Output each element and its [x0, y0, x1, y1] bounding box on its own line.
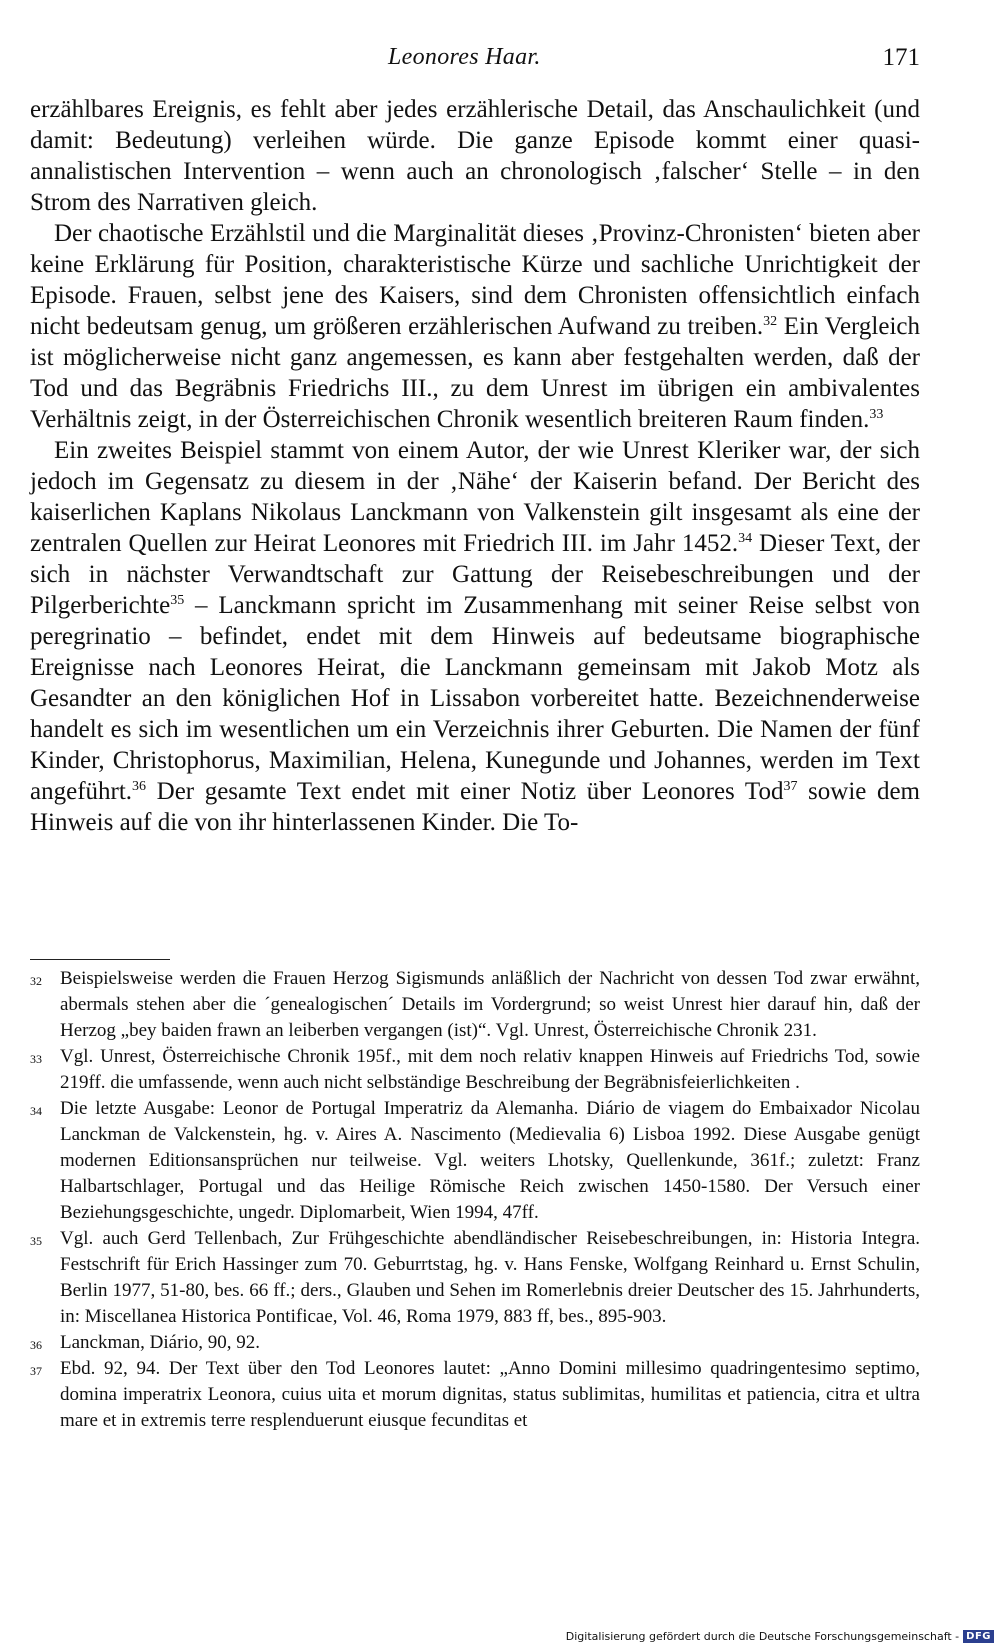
footnote-35	[30, 1226, 920, 1330]
footnote-37	[30, 1356, 920, 1434]
footnote-ref-32[interactable]: 32	[763, 314, 778, 329]
footnote-text: Vgl. auch Gerd Tellenbach, Zur Frühgeschichte abendländischer Reisebeschreibungen, in: Historia Integra. Festschrift für Erich Hassinger zum 70. Geburrtstag, hg. v. Hans Fenske, Wolfgang Reinhard u. Ernst Schulin, Berlin 1977, 51-80, bes. 66 ff.; ders., Glauben und Sehen im Romerlebnis dreier Deutscher des 15. Jahrhunderts, in: Miscellanea Historica Pontificae, Vol. 46, Roma 1979, 883 ff, bes., 895-903.	[60, 1228, 920, 1327]
footnote-ref-33[interactable]: 33	[869, 407, 884, 422]
footnote-32	[30, 966, 920, 1044]
footnote-36	[30, 1330, 920, 1356]
paragraph-1: erzählbares Ereignis, es fehlt aber jedes erzählerische Detail, das Anschaulichkeit (und damit: Bedeutung) verleihen würde. Die ganze Episode kommt einer quasi-annalistischen Intervention – wenn auch an chronologisch ‚falscher‘ Stelle – in den Strom des Narrativen gleich.	[30, 96, 920, 216]
footnote-text: Beispielsweise werden die Frauen Herzog Sigismunds anläßlich der Nachricht von dessen Tod zwar erwähnt, abermals stehen aber die ´genealogischen´ Details im Vordergrund; so weist Unrest hier darauf hin, daß der Herzog „bey baiden frawn an leiberben vergangen (ist)“. Vgl. Unrest, Österreichische Chronik 231.	[60, 968, 920, 1041]
footnote-33	[30, 1044, 920, 1096]
footnote-text: Vgl. Unrest, Österreichische Chronik 195f., mit dem noch relativ knappen Hinweis auf Friedrichs Tod, sowie 219ff. die umfassende, wenn auch nicht selbständige Beschreibung der Begräbnisfeierlichkeiten .	[60, 1046, 920, 1093]
footnote-rule	[30, 959, 170, 960]
paragraph-3: Ein zweites Beispiel stammt von einem Autor, der wie Unrest Kleriker war, der sich jedoch im Gegensatz zu diesem in der ‚Nähe‘ der Kaiserin befand. Der Bericht des kaiserlichen Kaplans Nikolaus Lanckmann von Valkenstein gilt insgesamt als eine der zentralen Quellen zur Heirat Leonores mit Friedrich III. im Jahr 1452.34 Dieser Text, der sich in nächster Verwandtschaft zur Gattung der Reisebeschreibungen und der Pilgerberichte$^{35}$ – Lanckmann spricht im Zusammenhang mit seiner Reise selbst von peregrinatio – befindet, endet mit dem Hinweis auf bedeutsame biographische Ereignisse nach Leonores Heirat, die Lanckmann gemeinsam mit Jakob Motz als Gesandter an den königlichen Hof in Lissabon vorbereitet hatte. Bezeichnenderweise handelt es sich im wesentlichen um ein Verzeichnis ihrer Geburten. Die Namen der fünf Kinder, Christophorus, Maximilian, Helena, Kunegunde und Johannes, werden im Text angeführt.$^{36}$ Der gesamte Text endet mit einer Notiz über Leonores Tod$^{37}$ sowie dem Hinweis auf die von ihr hinterlassenen Kinder. Die To-	[30, 437, 920, 836]
footnote-number: 36	[30, 1338, 42, 1352]
footnote-number: 34	[30, 1104, 42, 1118]
footnote-number: 35	[30, 1234, 42, 1248]
footnote-text: Lanckman, Diário, 90, 92.	[60, 1332, 260, 1353]
footnote-ref-34[interactable]: 34	[738, 531, 753, 546]
page-number: 171	[882, 44, 920, 71]
running-title: Leonores Haar.	[388, 44, 541, 70]
footnote-ref-36[interactable]: 36	[132, 779, 147, 794]
footnote-34	[30, 1096, 920, 1226]
paragraph-2: Der chaotische Erzählstil und die Marginalität dieses ‚Provinz-Chronisten‘ bieten aber keine Erklärung für Position, charakteristische Kürze und sachliche Unrichtigkeit der Episode. Frauen, selbst jene des Kaisers, sind dem Chronisten offensichtlich einfach nicht bedeutsam genug, um größeren erzählerischen Aufwand zu treiben.$^{32}$ Ein Vergleich ist möglicherweise nicht ganz angemessen, es kann aber festgehalten werden, daß der Tod und das Begräbnis Friedrichs III., zu dem Unrest im übrigen ein ambivalentes Verhältnis zeigt, in der Österreichischen Chronik wesentlich breiteren Raum finden.$^{33}$	[30, 220, 920, 433]
footnote-ref-37[interactable]: 37	[783, 779, 798, 794]
running-head	[30, 44, 920, 80]
digitization-note: Digitalisierung gefördert durch die Deutsche Forschungsgemeinschaft -	[565, 1630, 960, 1643]
footnote-text: Die letzte Ausgabe: Leonor de Portugal Imperatriz da Alemanha. Diário de viagem do Embaixador Nicolau Lanckman de Valckenstein, hg. v. Aires A. Nascimento (Medievalia 6) Lisboa 1992. Diese Ausgabe genügt modernen Editionsansprüchen nur teilweise. Vgl. weiters Lhotsky, Quellenkunde, 361f.; zuletzt: Franz Halbartschlager, Portugal und das Heilige Römische Reich zwischen 1450-1580. Der Versuch einer Beziehungsgeschichte, ungedr. Diplomarbeit, Wien 1994, 47ff.	[60, 1098, 920, 1223]
footnote-number: 33	[30, 1052, 42, 1066]
footnote-text: Ebd. 92, 94. Der Text über den Tod Leonores lautet: „Anno Domini millesimo quadringentesimo septimo, domina imperatrix Leonora, cuius uita et morum dignitas, status sublimitas, humilitas et patiencia, citra et ultra mare et in extremis terre resplenduerunt eiusque fecunditas et	[60, 1358, 920, 1431]
digitization-footer	[566, 1630, 994, 1643]
body-text	[30, 94, 920, 838]
footnote-number: 37	[30, 1364, 42, 1378]
footnote-number: 32	[30, 974, 42, 988]
footnotes	[30, 966, 920, 1434]
footnote-ref-35[interactable]: 35	[170, 593, 185, 608]
dfg-logo-icon: DFG	[963, 1630, 994, 1643]
